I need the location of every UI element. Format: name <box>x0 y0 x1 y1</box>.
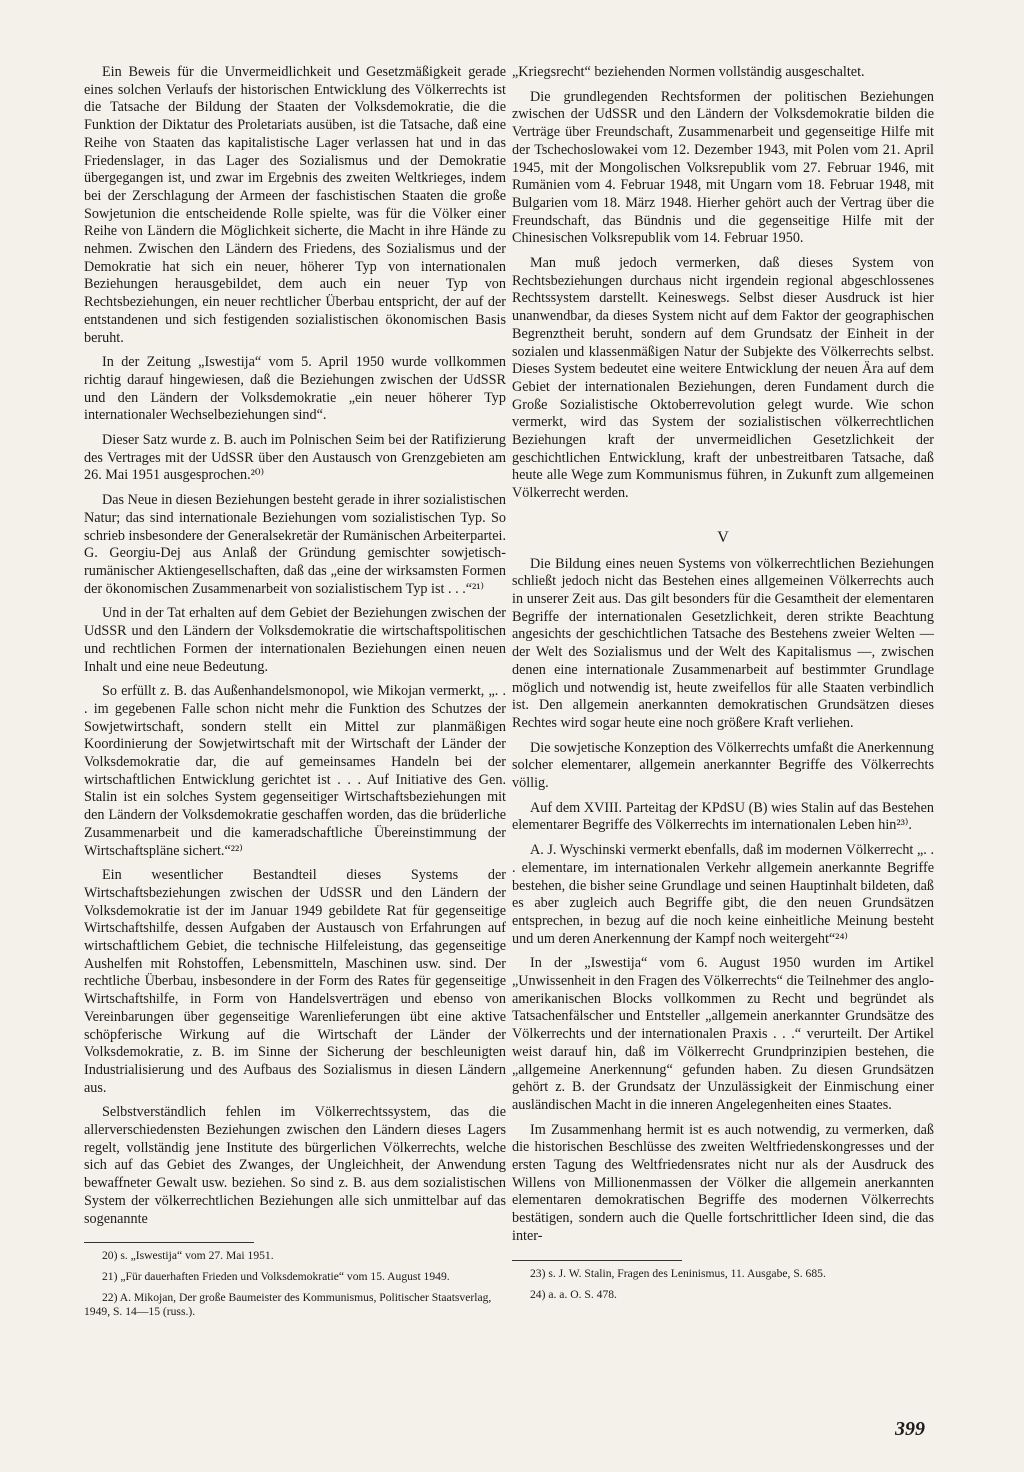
paragraph: So erfüllt z. B. das Außenhandelsmonopol, wie Mikojan vermerkt, „. . . im gegebenen Falle schon nicht mehr die Funktion des Schutzes der Sowjetwirtschaft, sondern stellt ein Mittel zur planmäßigen Koordinierung der Sowjetwirtschaft mit der Wirtschaft der Länder der Volksdemokratie dar, die auf gemeinsames Handeln bei der wirtschaftlichen Entwicklung gerichtet ist . . . Auf Initiative des Gen. Stalin ist ein solches System gegenseitiger Wirtschaftsbeziehungen mit den Ländern der Volksdemokratie geschaffen worden, das die brüderliche Zusammenarbeit und die kameradschaftliche Übereinstimmung der Wirtschaftspläne sichert.“²²⁾ <box>84 683 506 859</box>
paragraph: Im Zusammenhang hermit ist es auch notwendig, zu vermerken, daß die historischen Beschlüsse des zweiten Weltfriedenskongresses und der ersten Tagung des Weltfriedensrates nicht nur als der Ausdruck des Willens von Millionenmassen der Völker die allgemein anerkannten elementaren demokratischen Begriffe des modernen Völkerrechts bestätigen, sondern auch die Quelle fortschrittlicher Ideen sind, die das inter- <box>512 1121 934 1244</box>
footnote: 23) s. J. W. Stalin, Fragen des Leninismus, 11. Ausgabe, S. 685. <box>530 1266 826 1280</box>
paragraph: In der „Iswestija“ vom 6. August 1950 wurden im Artikel „Unwissenheit in den Fragen des Völkerrechts“ die Teilnehmer des anglo-amerikanischen Blocks vollkommen zu Recht und begründet als Tatsachenfälscher und Entsteller „allgemein anerkannter Grundsätze des Völkerrechts und der internationalen Praxis . . .“ verurteilt. Der Artikel weist darauf hin, daß im Völkerrecht Grundprinzipien bestehen, die „allgemeine Anerkennung“ gefunden haben. Zu diesen Grundsätzen gehört z. B. der Grundsatz der Unzulässigkeit der Einmischung einer ausländischen Macht in die inneren Angelegenheiten eines Staates. <box>512 955 934 1113</box>
paragraph: Dieser Satz wurde z. B. auch im Polnischen Seim bei der Ratifizierung des Vertrages mit der UdSSR über den Austausch von Grenzgebieten am 26. Mai 1951 ausgesprochen.²⁰⁾ <box>84 432 506 484</box>
section-heading: V <box>717 528 729 546</box>
paragraph: Man muß jedoch vermerken, daß dieses System von Rechtsbeziehungen durchaus nicht irgendein regional abgeschlossenes Rechtssystem darstellt. Keineswegs. Selbst dieser Ausdruck ist hier unanwendbar, da dieses System nicht auf dem Faktor der geographischen Begrenztheit beruht, sondern auf dem Grundsatz der Einheit in der sozialen und klassenmäßigen Natur der Subjekte des Völkerrechts selbst. Dieses System bedeutet eine weitere Entwicklung der neuen Ära auf dem Gebiet der internationalen Beziehungen, deren Fundament durch die Große Sozialistische Oktoberrevolution gelegt wurde. Wie schon vermerkt, wird das System der sozialistischen völkerrechtlichen Beziehungen kraft der unvermeidlichen Gesetzlichkeit der geschichtlichen Entwicklung, kraft der unbestreitbaren Tatsache, daß heute alle Wege zum Kommunismus führen, in Zukunft zum allgemeinen Völkerrecht werden. <box>512 255 934 502</box>
paragraph: Ein Beweis für die Unvermeidlichkeit und Gesetzmäßigkeit gerade eines solchen Verlaufs der historischen Entwicklung des Völkerrechts ist die Tatsache der Bildung der Staaten der Volksdemokratie, die die Funktion der Diktatur des Proletariats ausüben, ist die Tatsache, daß eine Reihe von Staaten das kapitalistische Lager verlassen hat und in das Friedenslager, in das Lager des Sozialismus und der Demokratie übergegangen ist, und zwar im Ergebnis des zweiten Weltkrieges, indem bei der Zerschlagung der Armeen der faschistischen Staaten die große Sowjetunion die entscheidende Rolle spielte, was für die Völker einer Reihe von Ländern die Möglichkeit sicherte, die Macht in ihre Hände zu nehmen. Zwischen den Ländern des Friedens, des Sozialismus und der Demokratie hat sich ein neuer, höherer Typ von internationalen Beziehungen herausgebildet, dem auch ein neuer Typ von Rechtsbeziehungen, ein neuer rechtlicher Überbau entspricht, der auf der entstandenen und sich festigenden sozialistischen ökonomischen Basis beruht. <box>84 64 506 346</box>
paragraph: Ein wesentlicher Bestandteil dieses Systems der Wirtschaftsbeziehungen zwischen der UdSSR und den Ländern der Volksdemokratie ist der im Januar 1949 gebildete Rat für gegenseitige Wirtschaftshilfe, dessen Aufgaben der Austausch von Erfahrungen auf wirtschaftlichem Gebiet, die technische Hilfeleistung, das gegenseitige Aushelfen mit Rohstoffen, Lebensmitteln, Maschinen usw. sind. Der rechtliche Überbau, insbesondere in der Form des Rates für gegenseitige Wirtschaftshilfe, in Form von Handelsverträgen und ebenso von Vereinbarungen über gegenseitige Warenlieferungen übt eine aktive schöpferische Wirkung auf die Wirtschaft der Länder der Volksdemokratie, z. B. im Sinne der Sicherung der beschleunigten Industrialisierung und des Aufbaus des Sozialismus in diesen Ländern aus. <box>84 867 506 1096</box>
paragraph: Und in der Tat erhalten auf dem Gebiet der Beziehungen zwischen der UdSSR und den Ländern der Volksdemokratie die wirtschaftspolitischen und rechtlichen Formen der internationalen Beziehungen einen neuen Inhalt und eine neue Bedeutung. <box>84 605 506 675</box>
paragraph: In der Zeitung „Iswestija“ vom 5. April 1950 wurde vollkommen richtig darauf hingewiesen, daß die Beziehungen zwischen der UdSSR und den Ländern der Volksdemokratie „ein neuer höherer Typ internationaler Wechselbeziehungen sind“. <box>84 354 506 424</box>
paragraph: Auf dem XVIII. Parteitag der KPdSU (B) wies Stalin auf das Bestehen elementarer Begriffe des Völkerrechts im internationalen Leben hin²³⁾. <box>512 799 934 834</box>
footnote: 20) s. „Iswestija“ vom 27. Mai 1951. <box>102 1249 274 1263</box>
paragraph: Die Bildung eines neuen Systems von völkerrechtlichen Beziehungen schließt jedoch nicht das Bestehen eines allgemeinen Völkerrechts auch in unserer Zeit aus. Das gilt besonders für die Gesamtheit der elementaren Begriffe der internationalen Gesetzlichkeit, deren strikte Beachtung angesichts der geschichtlichen Tatsache des Bestehens zweier Welten — der Welt des Sozialismus und der Welt des Kapitalismus —, zwischen denen eine internationale Zusammenarbeit auf bestimmter Grundlage möglich und notwendig ist, heute zweifellos für alle Staaten verbindlich ist. Den allgemein anerkannten demokratischen Grundsätzen dieses Rechtes wird sogar heute eine noch größere Kraft verliehen. <box>512 555 934 731</box>
paragraph: Die sowjetische Konzeption des Völkerrechts umfaßt die Anerkennung solcher elementarer, allgemein anerkannter Begriffe des Völkerrechts völlig. <box>512 739 934 792</box>
page-number: 399 <box>895 1418 925 1440</box>
footnote: 21) „Für dauerhaften Frieden und Volksdemokratie“ vom 15. August 1949. <box>102 1270 450 1284</box>
paragraph-continuation: „Kriegsrecht“ beziehenden Normen vollständig ausgeschaltet. <box>512 64 865 80</box>
footnote: 24) a. a. O. S. 478. <box>530 1287 617 1301</box>
footnote: 22) A. Mikojan, Der große Baumeister des Kommunismus, Politischer Staatsverlag, 1949, S. 14—15 (russ.). <box>84 1291 492 1319</box>
footnote-divider <box>84 1242 254 1243</box>
left-column <box>84 64 506 1326</box>
footnote-divider <box>512 1260 682 1261</box>
right-column <box>512 64 934 1309</box>
paragraph: Die grundlegenden Rechtsformen der politischen Beziehungen zwischen der UdSSR und den Ländern der Volksdemokratie bilden die Verträge über Freundschaft, Zusammenarbeit und gegenseitige Hilfe mit der Tschechoslowakei vom 12. Dezember 1943, mit Polen vom 21. April 1945, mit der Mongolischen Volksrepublik vom 27. Februar 1946, mit Rumänien vom 4. Februar 1948, mit Ungarn vom 18. Februar 1948, mit Bulgarien vom 18. März 1948. Hierher gehört auch der Vertrag über die Freundschaft, das Bündnis und die gegenseitige Hilfe mit der Chinesischen Volksrepublik vom 14. Februar 1950. <box>512 88 934 247</box>
paragraph: A. J. Wyschinski vermerkt ebenfalls, daß im modernen Völkerrecht „. . . elementare, im internationalen Verkehr allgemein anerkannte Begriffe bestehen, die bisher seine Grundlage und seinen Hauptinhalt bildeten, daß es aber zugleich auch Begriffe gibt, die den neuen Grundsätzen entsprechen, in bezug auf die noch keine einheitliche Meinung besteht und um deren Anerkennung der Kampf noch weitergeht“²⁴⁾ <box>512 842 934 947</box>
paragraph: Selbstverständlich fehlen im Völkerrechtssystem, das die allerverschiedensten Beziehungen zwischen den Ländern dieses Lagers regelt, vollständig jene Institute des bürgerlichen Völkerrechts, welche sich auf das Gebiet des Zwanges, der Ungleichheit, der Anwendung bewaffneter Gewalt usw. beziehen. So sind z. B. aus dem sozialistischen System der völkerrechtlichen Beziehungen alle sich unmittelbar auf das sogenannte <box>84 1104 506 1227</box>
paragraph: Das Neue in diesen Beziehungen besteht gerade in ihrer sozialistischen Natur; das sind internationale Beziehungen vom sozialistischen Typ. So schrieb insbesondere der Generalsekretär der Rumänischen Arbeiterpartei. G. Georgiu-Dej aus Anlaß der Gründung gemischter sowjetisch-rumänischer Aktiengesellschaften, daß das „eine der wirksamsten Formen der ökonomischen Zusammenarbeit von sozialistischem Typ ist . . .“²¹⁾ <box>84 492 506 597</box>
